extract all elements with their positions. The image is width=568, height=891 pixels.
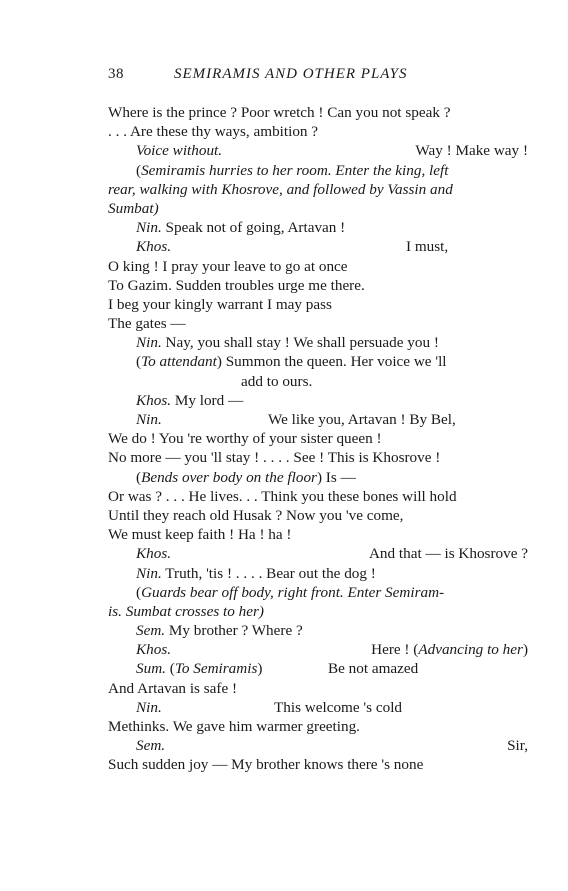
line-text: This welcome 's cold: [274, 698, 403, 716]
line-text: Way ! Make way !: [415, 142, 528, 160]
speech-line: [108, 621, 528, 640]
text-line: [108, 679, 528, 698]
speaker-name: Nin.: [136, 219, 162, 237]
line-text: Where is the prince ? Poor wretch ! Can you not speak ?: [108, 104, 451, 121]
line-text: Methinks. We gave him warmer greeting.: [108, 718, 360, 735]
line-text: . . . Are these thy ways, ambition ?: [108, 123, 319, 141]
text-line: [108, 448, 528, 467]
line-text: And that — is Khosrove ?: [368, 545, 528, 563]
paren: ): [522, 641, 528, 659]
play-text: [108, 103, 528, 775]
line-text: We like you, Artavan ! By Bel,: [268, 411, 456, 428]
speaker-name: Nin.: [136, 564, 162, 582]
paren: ): [257, 660, 263, 678]
text-line: [108, 429, 528, 448]
line-text: We do ! You 're worthy of your sister queen !: [108, 430, 382, 448]
speaker-name: Nin.: [136, 334, 162, 352]
stage-direction: To Semiramis: [174, 660, 258, 678]
speaker-name: Nin.: [136, 411, 162, 428]
line-text: O king ! I pray your leave to go at once: [108, 257, 348, 275]
stage-direction: rear, walking with Khosrove, and followed by Vassin and: [108, 180, 453, 198]
line-text: To Gazim. Sudden troubles urge me there.: [108, 276, 365, 294]
text-line: [108, 487, 528, 506]
stage-direction-line: [108, 468, 528, 487]
speech-line: [108, 640, 528, 659]
stage-direction-line: [108, 583, 528, 602]
line-text: My lord —: [171, 391, 244, 409]
speech-line: [108, 410, 528, 429]
stage-direction: Semiramis hurries to her room. Enter the king, left: [141, 161, 449, 179]
text-line: [108, 372, 528, 391]
stage-direction-line: [108, 199, 528, 218]
speech-line: [108, 544, 528, 563]
text-line: [108, 122, 528, 141]
text-line: [108, 276, 528, 295]
line-text: ) Is —: [316, 468, 356, 486]
text-line: [108, 257, 528, 276]
speech-line: [108, 237, 528, 256]
text-line: [108, 506, 528, 525]
stage-direction: Bends over body on the floor: [141, 468, 317, 486]
paren: (: [136, 583, 142, 601]
line-text: Speak not of going, Artavan !: [161, 219, 346, 237]
stage-direction: To attendant: [141, 353, 217, 371]
line-text: Truth, 'tis ! . . . . Bear out the dog !: [161, 564, 376, 582]
line-text: Here ! (: [371, 641, 419, 659]
speaker-name: Sum.: [136, 660, 166, 678]
stage-direction: Sumbat): [108, 199, 159, 217]
line-text: The gates —: [108, 315, 186, 333]
speech-line: [108, 218, 528, 237]
line-text: ) Summon the queen. Her voice we 'll: [216, 353, 447, 371]
page-number: 38: [108, 66, 124, 82]
line-text: Sir,: [507, 737, 528, 755]
speech-line: [108, 333, 528, 352]
paren: (: [165, 660, 175, 678]
paren: (: [136, 161, 142, 179]
speaker-name: Khos.: [136, 641, 172, 659]
stage-direction-line: [108, 141, 528, 160]
speech-line: [108, 564, 528, 583]
line-text: My brother ? Where ?: [165, 622, 303, 640]
paren: (: [136, 353, 142, 371]
stage-direction-line: [108, 602, 528, 621]
line-text: No more — you 'll stay ! . . . . See ! This is Khosrove !: [108, 449, 441, 467]
text-line: [108, 755, 528, 774]
line-text: add to ours.: [241, 372, 313, 390]
speaker-name: Khos.: [136, 391, 172, 409]
stage-direction-line: [108, 352, 528, 371]
line-text: Such sudden joy — My brother knows there 's none: [108, 756, 424, 774]
speaker-name: Sem.: [136, 622, 166, 640]
stage-direction: Voice without.: [136, 142, 223, 160]
stage-direction: Guards bear off body, right front. Enter Semiram-: [141, 583, 445, 601]
line-text: And Artavan is safe !: [108, 679, 238, 697]
speech-line: [108, 659, 528, 678]
text-line: [108, 717, 528, 736]
text-line: [108, 103, 528, 122]
text-line: [108, 314, 528, 333]
speech-line: [108, 698, 528, 717]
speaker-name: Sem.: [136, 737, 166, 755]
speech-line: [108, 391, 528, 410]
stage-direction-line: [108, 180, 528, 199]
running-title: SEMIRAMIS AND OTHER PLAYS: [174, 66, 408, 82]
stage-direction-line: [108, 161, 528, 180]
line-text: Be not amazed: [328, 660, 419, 678]
line-text: Nay, you shall stay ! We shall persuade you !: [161, 334, 439, 352]
paren: (: [136, 468, 142, 486]
speaker-name: Khos.: [136, 545, 172, 563]
text-line: [108, 295, 528, 314]
line-text: Or was ? . . . He lives. . . Think you these bones will hold: [108, 487, 457, 505]
line-text: We must keep faith ! Ha ! ha !: [108, 526, 292, 544]
speaker-name: Khos.: [136, 238, 172, 256]
line-text: I beg your kingly warrant I may pass: [108, 295, 332, 313]
line-text: Until they reach old Husak ? Now you 've come,: [108, 506, 404, 524]
stage-direction: is. Sumbat crosses to her): [108, 602, 264, 620]
stage-direction: Advancing to her: [418, 641, 523, 659]
speech-line: [108, 736, 528, 755]
line-text: I must,: [406, 238, 449, 256]
speaker-name: Nin.: [136, 698, 162, 716]
text-line: [108, 525, 528, 544]
